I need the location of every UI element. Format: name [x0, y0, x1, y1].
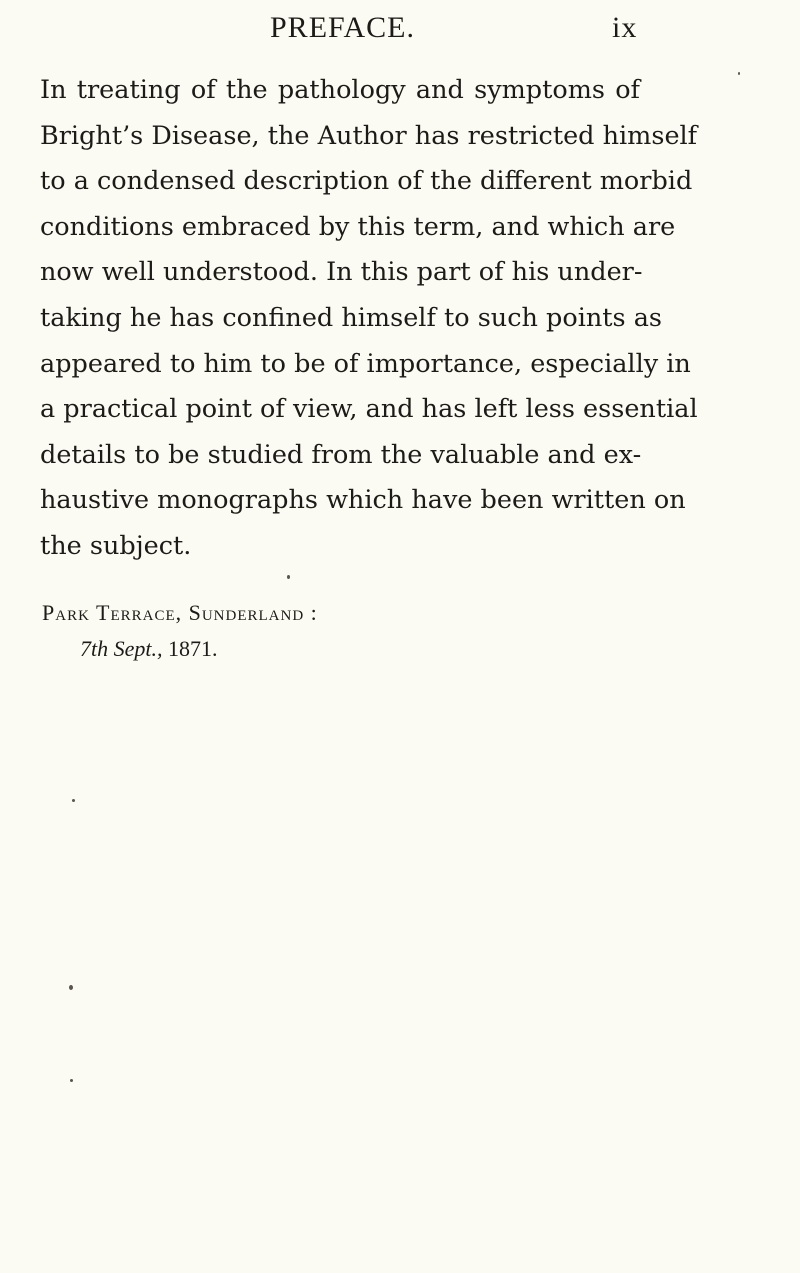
text-line: appeared to him to be of importance, especially in [40, 348, 691, 379]
text-line: now well understood. In this part of his under- [40, 257, 643, 288]
signature-place: Park Terrace, Sunderland : [42, 600, 318, 625]
print-speck [287, 575, 290, 579]
text-line: conditions embraced by this term, and which are [40, 211, 676, 242]
text-line: Bright’s Disease, the Author has restricted himself [40, 120, 698, 151]
print-speck [70, 1079, 73, 1082]
text-line: haustive monographs which have been written on [40, 485, 686, 516]
page-number: ix [612, 11, 638, 44]
text-line: the subject. [40, 530, 192, 561]
signature-date-day: 7th Sept., [80, 636, 163, 661]
print-speck [69, 985, 73, 990]
signature-block [40, 598, 640, 664]
text-line: taking he has confined himself to such points as [40, 302, 662, 333]
text-line: In treating of the pathology and symptoms of [40, 75, 640, 105]
print-speck [738, 72, 740, 75]
signature-date-year: 1871. [168, 636, 218, 661]
preface-paragraph [40, 68, 698, 570]
text-line: details to be studied from the valuable and ex- [40, 439, 642, 470]
signature-date [80, 634, 640, 664]
text-line: to a condensed description of the different morbid [40, 166, 693, 197]
running-head [0, 8, 800, 48]
text-line: a practical point of view, and has left less essential [40, 394, 698, 425]
running-title: PREFACE. [270, 11, 415, 44]
print-speck [72, 799, 75, 802]
